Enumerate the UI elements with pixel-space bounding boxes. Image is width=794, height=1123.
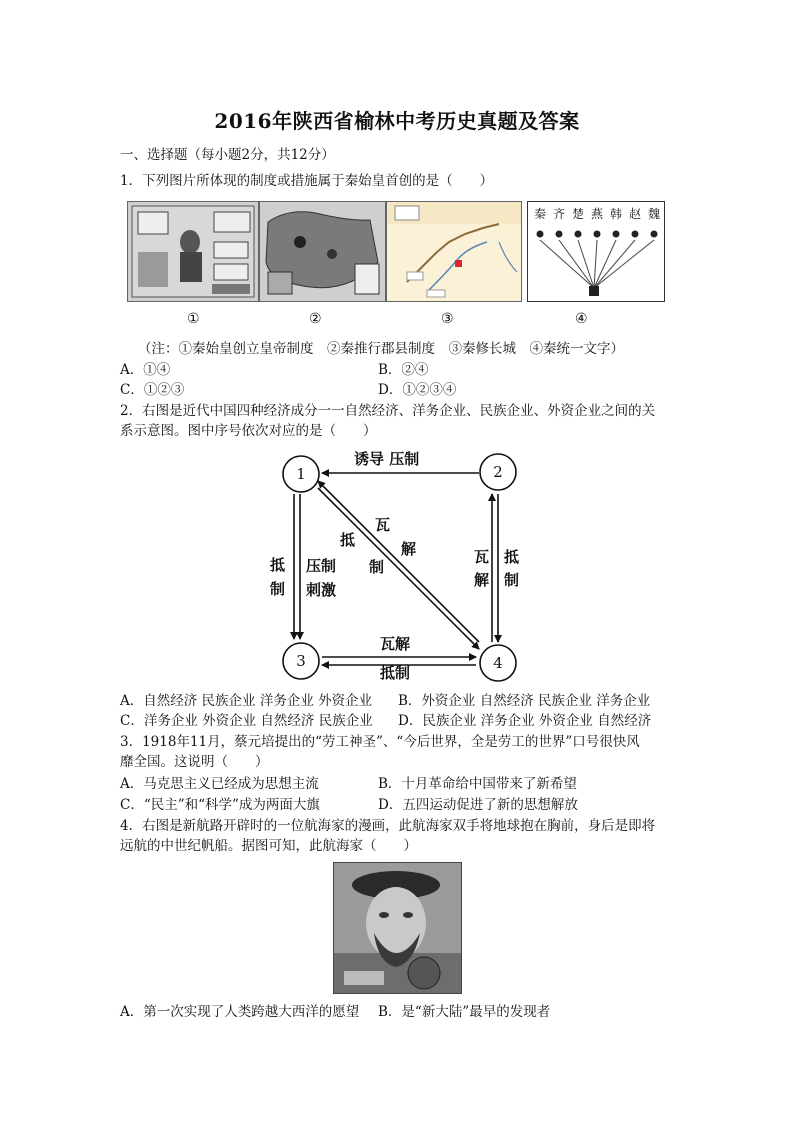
prefecture-map-image (259, 201, 386, 302)
state-chu: 楚 (571, 207, 585, 221)
label-right-zhi: 制 (504, 571, 520, 589)
label-diag-di: 抵 (340, 531, 356, 549)
label-diag-zhi: 制 (369, 558, 385, 576)
q2-option-c[interactable]: C．洋务企业 外资企业 自然经济 民族企业 (120, 713, 373, 729)
q1-option-d[interactable]: D．①②③④ (378, 382, 457, 398)
state-yan: 燕 (590, 207, 604, 221)
q4-stem-line1: 4．右图是新航路开辟时的一位航海家的漫画，此航海家双手将地球抱在胸前，身后是即将 (120, 818, 656, 834)
label-left-b: 制 (270, 580, 286, 598)
emperor-system-image (127, 201, 259, 302)
q3-stem-line2: 靡全国。这说明（ ） (120, 754, 269, 770)
section-heading: 一、选择题（每小题2分，共12分） (120, 147, 335, 163)
figure-label-3: ③ (441, 311, 454, 327)
state-zhao: 赵 (628, 207, 642, 221)
label-top: 诱导 压制 (354, 450, 420, 468)
q3-option-b[interactable]: B．十月革命给中国带来了新希望 (378, 776, 577, 792)
label-left-a: 抵 (270, 556, 286, 574)
economy-relations-diagram (270, 444, 526, 689)
node-2-label: 2 (493, 463, 503, 481)
unified-script-image (527, 201, 665, 302)
label-bottom-upper: 瓦解 (380, 635, 411, 653)
q4-option-a[interactable]: A．第一次实现了人类跨越大西洋的愿望 (120, 1004, 360, 1020)
great-wall-map-image (386, 201, 522, 302)
arrow-1-to-4 (318, 488, 479, 649)
label-diag-wa: 瓦 (375, 516, 391, 534)
q2-option-a[interactable]: A．自然经济 民族企业 洋务企业 外资企业 (120, 693, 373, 709)
arrow-4-to-1 (318, 481, 479, 642)
q3-option-d[interactable]: D．五四运动促进了新的思想解放 (378, 797, 578, 813)
q2-option-b[interactable]: B．外资企业 自然经济 民族企业 洋务企业 (398, 693, 651, 709)
q1-option-c[interactable]: C．①②③ (120, 382, 185, 398)
q1-note: （注：①秦始皇创立皇帝制度 ②秦推行郡县制度 ③秦修长城 ④秦统一文字） (138, 341, 624, 357)
q1-stem: 1．下列图片所体现的制度或措施属于秦始皇首创的是（ ） (120, 173, 494, 189)
q3-option-a[interactable]: A．马克思主义已经成为思想主流 (120, 776, 319, 792)
q3-stem-line1: 3．1918年11月，蔡元培提出的“劳工神圣”、“今后世界，全是劳工的世界”口号很快风 (120, 734, 640, 750)
label-right-jie: 解 (474, 571, 490, 589)
state-qi: 齐 (552, 207, 566, 221)
state-han: 韩 (609, 207, 623, 221)
q3-option-c[interactable]: C．“民主”和“科学”成为两面大旗 (120, 797, 320, 813)
q2-stem-line2: 系示意图。图中序号依次对应的是（ ） (120, 423, 377, 439)
state-qin: 秦 (533, 207, 547, 221)
q4-option-b[interactable]: B．是“新大陆”最早的发现者 (378, 1004, 551, 1020)
figure-label-4: ④ (575, 311, 588, 327)
label-left-c2: 刺激 (306, 581, 337, 599)
label-right-wa: 瓦 (474, 548, 490, 566)
q1-option-a[interactable]: A．①④ (120, 362, 171, 378)
page-title: 2016年陕西省榆林中考历史真题及答案 (214, 109, 580, 133)
state-wei: 魏 (647, 207, 661, 221)
navigator-cartoon-image (333, 862, 462, 994)
q2-stem-line1: 2．右图是近代中国四种经济成分一一自然经济、洋务企业、民族企业、外资企业之间的关 (120, 403, 656, 419)
label-bottom-lower: 抵制 (380, 664, 411, 682)
label-diag-jie: 解 (401, 540, 417, 558)
q1-option-b[interactable]: B．②④ (378, 362, 429, 378)
q2-option-d[interactable]: D．民族企业 洋务企业 外资企业 自然经济 (398, 713, 652, 729)
node-3-label: 3 (296, 652, 306, 670)
q4-stem-line2: 远航的中世纪帆船。据图可知，此航海家（ ） (120, 838, 417, 854)
figure-label-2: ② (309, 311, 322, 327)
label-right-di: 抵 (504, 548, 520, 566)
figure-label-1: ① (187, 311, 200, 327)
label-left-c1: 压制 (306, 557, 337, 575)
node-1-label: 1 (296, 465, 306, 483)
node-4-label: 4 (493, 654, 503, 672)
